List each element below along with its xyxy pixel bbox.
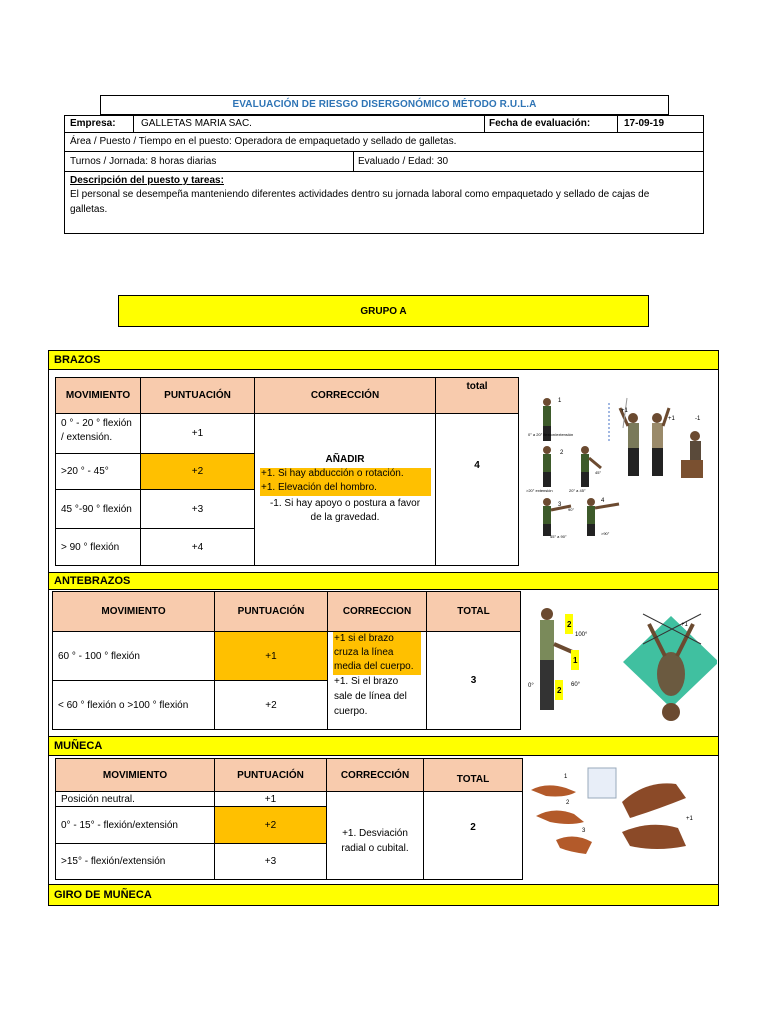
muneca-mov-3: >15° - flexión/extensión bbox=[55, 843, 215, 880]
muneca-mov-1: Posición neutral. bbox=[55, 791, 215, 807]
brazos-punt-3: +3 bbox=[140, 489, 255, 529]
brazos-mov-4: > 90 ° flexión bbox=[55, 528, 141, 566]
img-label: 0° bbox=[528, 683, 534, 689]
img-label: 3 bbox=[558, 502, 562, 508]
fecha-label: Fecha de evaluación: bbox=[489, 118, 591, 129]
area-text: Área / Puesto / Tiempo en el puesto: Operadora de empaquetado y sellado de galletas. bbox=[70, 136, 457, 147]
antebrazos-correccion-cell bbox=[327, 631, 427, 730]
divider bbox=[484, 116, 485, 132]
descripcion-label: Descripción del puesto y tareas: bbox=[70, 175, 224, 186]
img-label: 1 bbox=[564, 774, 568, 780]
brazos-mov-1 bbox=[55, 413, 141, 454]
grupo-a-banner: GRUPO A bbox=[118, 295, 649, 327]
header-table bbox=[64, 115, 704, 234]
img-label: +1 bbox=[686, 816, 693, 822]
img-label: 1 bbox=[558, 398, 562, 404]
muneca-header-correccion: CORRECCIÓN bbox=[326, 758, 424, 792]
img-label: 4 bbox=[601, 498, 605, 504]
img-label: >20° extensión bbox=[526, 488, 553, 493]
muneca-header-movimiento: MOVIMIENTO bbox=[55, 758, 215, 792]
brazos-mov-1-line2: / extensión. bbox=[61, 432, 113, 443]
antebrazos-header-total: TOTAL bbox=[426, 591, 521, 632]
brazos-header-puntuacion: PUNTUACIÓN bbox=[140, 377, 255, 414]
brazos-corr-4: de la gravedad. bbox=[310, 512, 380, 523]
muneca-punt-1: +1 bbox=[214, 791, 327, 807]
img-label: 20° a 45° bbox=[569, 488, 586, 493]
evaluado-text: Evaluado / Edad: 30 bbox=[358, 156, 449, 167]
section-brazos: BRAZOS bbox=[48, 350, 719, 370]
wrist-posture-figures bbox=[526, 762, 716, 880]
img-label: 45° bbox=[595, 470, 602, 475]
muneca-corr-2: radial o cubital. bbox=[341, 843, 409, 854]
muneca-mov-2: 0° - 15° - flexión/extensión bbox=[55, 806, 215, 844]
img-label: 45° a 90° bbox=[550, 534, 567, 539]
brazos-punt-2-selected: +2 bbox=[140, 453, 255, 490]
img-label: -1 bbox=[695, 416, 701, 422]
header-row-area bbox=[65, 133, 703, 152]
img-label: 2 bbox=[567, 620, 572, 629]
muneca-corr-1: +1. Desviación bbox=[342, 828, 408, 839]
empresa-label: Empresa: bbox=[70, 118, 116, 129]
brazos-mov-2: >20 ° - 45° bbox=[55, 453, 141, 490]
antebrazos-posture-illustration bbox=[525, 594, 717, 734]
brazos-mov-3: 45 °-90 ° flexión bbox=[55, 489, 141, 529]
muneca-correccion-cell bbox=[326, 791, 424, 880]
img-label: 3 bbox=[582, 828, 586, 834]
antebrazos-header-correccion: CORRECCION bbox=[327, 591, 427, 632]
arm-posture-figures bbox=[523, 378, 717, 546]
antebrazos-header-puntuacion: PUNTUACIÓN bbox=[214, 591, 328, 632]
empresa-value: GALLETAS MARIA SAC. bbox=[141, 118, 252, 129]
img-label: >90° bbox=[601, 531, 610, 536]
antebrazos-header-movimiento: MOVIMIENTO bbox=[52, 591, 215, 632]
brazos-corr-title: AÑADIR bbox=[325, 454, 365, 465]
img-label: 90° bbox=[568, 507, 575, 512]
brazos-correccion-cell bbox=[254, 413, 436, 566]
header-row-turnos bbox=[65, 152, 703, 172]
fecha-value: 17-09-19 bbox=[624, 118, 665, 129]
muneca-header-puntuacion: PUNTUACIÓN bbox=[214, 758, 327, 792]
brazos-header-movimiento: MOVIMIENTO bbox=[55, 377, 141, 414]
header-row-empresa bbox=[65, 116, 703, 133]
muneca-punt-3: +3 bbox=[214, 843, 327, 880]
brazos-punt-1: +1 bbox=[140, 413, 255, 454]
turnos-text: Turnos / Jornada: 8 horas diarias bbox=[70, 156, 217, 167]
antebrazos-corr-3: media del cuerpo. bbox=[334, 661, 414, 672]
muneca-punt-2-selected: +2 bbox=[214, 806, 327, 844]
antebrazos-mov-1: 60 ° - 100 ° flexión bbox=[52, 631, 215, 681]
section-giro-muneca: GIRO DE MUÑECA bbox=[48, 884, 719, 906]
antebrazos-corr-2: cruza la línea bbox=[334, 647, 394, 658]
img-label: 60° bbox=[571, 682, 581, 688]
img-label: +1 bbox=[668, 416, 675, 422]
brazos-corr-3: -1. Si hay apoyo o postura a favor bbox=[269, 498, 421, 509]
descripcion-line1: El personal se desempeña manteniendo diferentes actividades dentro su jornada laboral como empaquetado y sellado de cajas de bbox=[70, 189, 650, 200]
img-label: 0° a 20° flexion/extensión bbox=[528, 432, 574, 437]
divider bbox=[617, 116, 618, 132]
brazos-posture-illustration bbox=[523, 378, 717, 546]
brazos-corr-1: +1. Si hay abducción o rotación. bbox=[260, 468, 431, 482]
antebrazos-corr-6: cuerpo. bbox=[334, 706, 368, 717]
descripcion-line2: galletas. bbox=[70, 204, 108, 215]
brazos-mov-1-line1: 0 ° - 20 ° flexión bbox=[61, 418, 132, 429]
muneca-posture-illustration bbox=[526, 762, 716, 880]
img-label: 1 bbox=[573, 656, 578, 665]
divider bbox=[133, 116, 134, 132]
brazos-corr-2: +1. Elevación del hombro. bbox=[260, 482, 431, 496]
img-label: +1 bbox=[681, 622, 688, 628]
brazos-header-total: total bbox=[435, 377, 519, 414]
antebrazos-punt-1-selected: +1 bbox=[214, 631, 328, 681]
img-label: 2 bbox=[566, 800, 570, 806]
document-title: EVALUACIÓN DE RIESGO DISERGONÓMICO MÉTODO R.U.L.A bbox=[100, 95, 669, 115]
forearm-posture-figures bbox=[525, 594, 717, 734]
antebrazos-punt-2: +2 bbox=[214, 680, 328, 730]
antebrazos-corr-1: +1 si el brazo bbox=[334, 633, 394, 644]
muneca-header-total: TOTAL bbox=[423, 758, 523, 792]
img-label: 2 bbox=[557, 686, 562, 695]
brazos-total-value: 4 bbox=[435, 413, 519, 566]
img-label: 2 bbox=[560, 450, 564, 456]
img-label: +1 bbox=[621, 408, 628, 414]
antebrazos-total-value: 3 bbox=[426, 631, 521, 730]
brazos-header-correccion: CORRECCIÓN bbox=[254, 377, 436, 414]
section-muneca: MUÑECA bbox=[48, 736, 719, 756]
antebrazos-mov-2: < 60 ° flexión o >100 ° flexión bbox=[52, 680, 215, 730]
muneca-total-value: 2 bbox=[423, 791, 523, 880]
img-label: 100° bbox=[575, 632, 588, 638]
antebrazos-corr-4: +1. Si el brazo bbox=[334, 676, 399, 687]
brazos-punt-4: +4 bbox=[140, 528, 255, 566]
section-antebrazos: ANTEBRAZOS bbox=[48, 572, 719, 590]
divider bbox=[353, 152, 354, 171]
antebrazos-corr-5: sale de línea del bbox=[334, 691, 407, 702]
